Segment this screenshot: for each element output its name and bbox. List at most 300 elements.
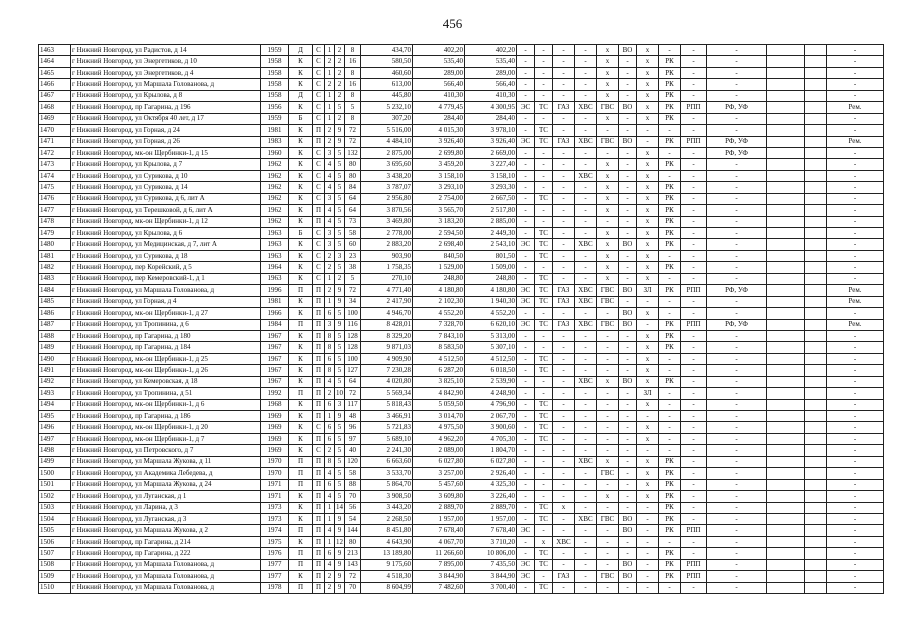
cell-gas: - <box>553 513 575 524</box>
cell-entrances: 2 <box>325 250 335 261</box>
cell-extra-b <box>805 205 827 216</box>
cell-roof-repair: - <box>659 365 681 376</box>
cell-type: П <box>313 376 325 387</box>
cell-type: П <box>313 330 325 341</box>
cell-area-residential: 1 957,00 <box>413 513 465 524</box>
cell-gas: - <box>553 456 575 467</box>
cell-row-number: 1508 <box>39 559 71 570</box>
cell-extra-a <box>767 239 805 250</box>
cell-mark-a: х <box>637 468 659 479</box>
cell-apartments: 128 <box>345 342 361 353</box>
cell-extra-a <box>767 388 805 399</box>
cell-year-built: 1956 <box>261 102 289 113</box>
cell-roof-repair: РК <box>659 548 681 559</box>
cell-area-total: 3 443,20 <box>361 502 413 513</box>
cell-apartments: 88 <box>345 479 361 490</box>
cell-area-residential: 7 482,60 <box>413 582 465 593</box>
cell-hot-water: - <box>597 548 619 559</box>
cell-gas: - <box>553 216 575 227</box>
cell-gas: - <box>553 228 575 239</box>
cell-basement-repair: - <box>681 193 707 204</box>
cell-roof-repair: РК <box>659 513 681 524</box>
cell-area-private: 2 669,00 <box>465 147 517 158</box>
cell-apartments: 100 <box>345 353 361 364</box>
cell-remarks: - <box>827 445 884 456</box>
cell-apartments: 58 <box>345 468 361 479</box>
cell-floors: 5 <box>335 342 345 353</box>
cell-extra-a <box>767 136 805 147</box>
cell-address: г Нижний Новгород, ул Терешковой, д 6, лит А <box>71 205 261 216</box>
cell-cold-water: - <box>575 330 597 341</box>
cell-entrances: 8 <box>325 342 335 353</box>
cell-basement-repair: - <box>681 273 707 284</box>
cell-wall-material: К <box>289 411 313 422</box>
cell-remarks: - <box>827 525 884 536</box>
cell-area-private: 1 940,30 <box>465 296 517 307</box>
cell-type: П <box>313 308 325 319</box>
cell-area-private: 3 158,10 <box>465 170 517 181</box>
cell-hot-water: х <box>597 182 619 193</box>
cell-facade-repair: - <box>707 216 767 227</box>
cell-heating: - <box>535 376 553 387</box>
cell-area-residential: 402,20 <box>413 45 465 56</box>
cell-apartments: 16 <box>345 56 361 67</box>
cell-extra-b <box>805 342 827 353</box>
cell-power-supply: - <box>517 262 535 273</box>
cell-type: П <box>313 285 325 296</box>
cell-area-total: 2 417,90 <box>361 296 413 307</box>
cell-entrances: 4 <box>325 468 335 479</box>
cell-address: г Нижний Новгород, пр Гагарина, д 186 <box>71 411 261 422</box>
cell-basement-repair: - <box>681 125 707 136</box>
cell-area-private: 2 926,40 <box>465 468 517 479</box>
cell-facade-repair: - <box>707 388 767 399</box>
cell-floors: 12 <box>335 536 345 547</box>
cell-type: П <box>313 399 325 410</box>
cell-entrances: 4 <box>325 216 335 227</box>
cell-area-private: 4 512,50 <box>465 353 517 364</box>
cell-area-residential: 3 565,70 <box>413 205 465 216</box>
cell-heating: ТС <box>535 285 553 296</box>
cell-roof-repair: РК <box>659 102 681 113</box>
cell-extra-b <box>805 365 827 376</box>
cell-hot-water: - <box>597 216 619 227</box>
cell-area-residential: 4 962,20 <box>413 433 465 444</box>
cell-wall-material: К <box>289 102 313 113</box>
cell-facade-repair: - <box>707 433 767 444</box>
cell-area-private: 5 313,00 <box>465 330 517 341</box>
cell-remarks: - <box>827 273 884 284</box>
cell-type: П <box>313 411 325 422</box>
cell-address: г Нижний Новгород, ул Тропинина, д 51 <box>71 388 261 399</box>
cell-basement-repair: РПП <box>681 559 707 570</box>
cell-sewerage: - <box>619 548 637 559</box>
cell-extra-a <box>767 411 805 422</box>
cell-basement-repair: РПП <box>681 136 707 147</box>
cell-area-private: 1 509,00 <box>465 262 517 273</box>
cell-cold-water: - <box>575 125 597 136</box>
cell-area-total: 8 451,80 <box>361 525 413 536</box>
cell-type: П <box>313 559 325 570</box>
cell-wall-material: П <box>289 559 313 570</box>
cell-year-built: 1973 <box>261 502 289 513</box>
cell-sewerage: - <box>619 296 637 307</box>
cell-area-total: 8 604,99 <box>361 582 413 593</box>
cell-extra-a <box>767 193 805 204</box>
cell-mark-a: х <box>637 239 659 250</box>
cell-wall-material: К <box>289 376 313 387</box>
cell-sewerage: - <box>619 422 637 433</box>
cell-apartments: 80 <box>345 170 361 181</box>
table-row <box>39 228 884 239</box>
cell-cold-water: - <box>575 353 597 364</box>
cell-apartments: 127 <box>345 365 361 376</box>
cell-roof-repair: РК <box>659 159 681 170</box>
cell-gas: - <box>553 113 575 124</box>
cell-entrances: 2 <box>325 262 335 273</box>
cell-power-supply: - <box>517 513 535 524</box>
cell-area-residential: 289,00 <box>413 67 465 78</box>
cell-gas: ГАЗ <box>553 285 575 296</box>
cell-hot-water: - <box>597 330 619 341</box>
cell-area-residential: 566,40 <box>413 79 465 90</box>
cell-area-residential: 4 015,30 <box>413 125 465 136</box>
cell-remarks: - <box>827 125 884 136</box>
cell-extra-a <box>767 159 805 170</box>
cell-row-number: 1496 <box>39 422 71 433</box>
cell-area-total: 4 020,80 <box>361 376 413 387</box>
table-row <box>39 502 884 513</box>
cell-type: П <box>313 216 325 227</box>
cell-apartments: 72 <box>345 571 361 582</box>
cell-wall-material: К <box>289 308 313 319</box>
cell-remarks: - <box>827 342 884 353</box>
cell-heating: - <box>535 330 553 341</box>
cell-year-built: 1971 <box>261 491 289 502</box>
cell-address: г Нижний Новгород, ул Горная, д 24 <box>71 125 261 136</box>
cell-extra-a <box>767 559 805 570</box>
cell-area-total: 4 643,90 <box>361 536 413 547</box>
cell-area-total: 3 466,91 <box>361 411 413 422</box>
cell-area-private: 4 705,30 <box>465 433 517 444</box>
cell-facade-repair: - <box>707 182 767 193</box>
cell-extra-a <box>767 216 805 227</box>
cell-apartments: 8 <box>345 113 361 124</box>
cell-year-built: 1970 <box>261 468 289 479</box>
cell-extra-b <box>805 353 827 364</box>
cell-extra-a <box>767 468 805 479</box>
cell-cold-water: - <box>575 45 597 56</box>
cell-sewerage: - <box>619 273 637 284</box>
cell-extra-a <box>767 571 805 582</box>
cell-roof-repair: РК <box>659 285 681 296</box>
cell-entrances: 4 <box>325 205 335 216</box>
cell-hot-water: - <box>597 479 619 490</box>
cell-area-private: 3 293,30 <box>465 182 517 193</box>
cell-extra-a <box>767 479 805 490</box>
cell-remarks: - <box>827 205 884 216</box>
cell-hot-water: х <box>597 45 619 56</box>
cell-area-residential: 2 889,70 <box>413 502 465 513</box>
cell-sewerage: - <box>619 399 637 410</box>
cell-entrances: 1 <box>325 536 335 547</box>
cell-facade-repair: - <box>707 411 767 422</box>
cell-area-residential: 4 180,80 <box>413 285 465 296</box>
cell-power-supply: - <box>517 216 535 227</box>
cell-remarks: - <box>827 216 884 227</box>
cell-mark-a: ЗЛ <box>637 285 659 296</box>
cell-type: С <box>313 79 325 90</box>
cell-mark-a: х <box>637 182 659 193</box>
cell-facade-repair: - <box>707 422 767 433</box>
cell-mark-a: х <box>637 308 659 319</box>
cell-extra-b <box>805 159 827 170</box>
cell-address: г Нижний Новгород, ул Крылова, д 7 <box>71 159 261 170</box>
cell-floors: 9 <box>335 548 345 559</box>
cell-facade-repair: - <box>707 308 767 319</box>
cell-hot-water: х <box>597 262 619 273</box>
cell-sewerage: - <box>619 216 637 227</box>
cell-gas: - <box>553 548 575 559</box>
cell-gas: - <box>553 56 575 67</box>
cell-area-private: 4 300,95 <box>465 102 517 113</box>
cell-roof-repair: РК <box>659 376 681 387</box>
cell-sewerage: - <box>619 491 637 502</box>
cell-entrances: 4 <box>325 525 335 536</box>
cell-cold-water: - <box>575 56 597 67</box>
cell-year-built: 1962 <box>261 182 289 193</box>
cell-apartments: 116 <box>345 319 361 330</box>
cell-apartments: 96 <box>345 422 361 433</box>
cell-type: П <box>313 491 325 502</box>
cell-remarks: - <box>827 365 884 376</box>
cell-facade-repair: - <box>707 571 767 582</box>
cell-heating: - <box>535 90 553 101</box>
cell-area-private: 1 957,00 <box>465 513 517 524</box>
cell-extra-b <box>805 193 827 204</box>
cell-apartments: 143 <box>345 559 361 570</box>
cell-year-built: 1978 <box>261 582 289 593</box>
cell-roof-repair: РК <box>659 67 681 78</box>
table-row <box>39 239 884 250</box>
table-row <box>39 525 884 536</box>
cell-extra-a <box>767 422 805 433</box>
cell-year-built: 1959 <box>261 45 289 56</box>
cell-roof-repair: РК <box>659 228 681 239</box>
cell-area-private: 1 804,70 <box>465 445 517 456</box>
cell-sewerage: - <box>619 468 637 479</box>
cell-floors: 2 <box>335 273 345 284</box>
cell-extra-a <box>767 67 805 78</box>
cell-cold-water: ХВС <box>575 102 597 113</box>
cell-mark-a: - <box>637 536 659 547</box>
cell-extra-b <box>805 513 827 524</box>
cell-apartments: 23 <box>345 250 361 261</box>
cell-heating: ТС <box>535 559 553 570</box>
cell-address: г Нижний Новгород, ул Маршала Жукова, д 2 <box>71 525 261 536</box>
cell-area-residential: 3 844,90 <box>413 571 465 582</box>
cell-wall-material: К <box>289 205 313 216</box>
cell-roof-repair: - <box>659 582 681 593</box>
cell-area-private: 2 067,70 <box>465 411 517 422</box>
cell-area-total: 903,90 <box>361 250 413 261</box>
cell-entrances: 4 <box>325 376 335 387</box>
cell-power-supply: - <box>517 79 535 90</box>
cell-floors: 5 <box>335 433 345 444</box>
table-row <box>39 319 884 330</box>
cell-gas: - <box>553 182 575 193</box>
cell-wall-material: К <box>289 433 313 444</box>
cell-roof-repair: - <box>659 147 681 158</box>
cell-cold-water: ХВС <box>575 239 597 250</box>
cell-year-built: 1964 <box>261 262 289 273</box>
cell-floors: 5 <box>335 239 345 250</box>
cell-extra-b <box>805 285 827 296</box>
cell-row-number: 1470 <box>39 125 71 136</box>
cell-extra-a <box>767 228 805 239</box>
cell-type: П <box>313 319 325 330</box>
cell-wall-material: П <box>289 468 313 479</box>
cell-type: П <box>313 536 325 547</box>
cell-sewerage: - <box>619 159 637 170</box>
cell-area-residential: 248,80 <box>413 273 465 284</box>
cell-floors: 5 <box>335 262 345 273</box>
cell-year-built: 1962 <box>261 170 289 181</box>
cell-remarks: - <box>827 193 884 204</box>
cell-area-total: 2 883,20 <box>361 239 413 250</box>
cell-remarks: - <box>827 582 884 593</box>
cell-roof-repair: РК <box>659 205 681 216</box>
cell-address: г Нижний Новгород, мк-он Щербинки-1, д 20 <box>71 422 261 433</box>
cell-floors: 9 <box>335 125 345 136</box>
cell-row-number: 1491 <box>39 365 71 376</box>
cell-address: г Нижний Новгород, мк-он Щербинки-1, д 12 <box>71 216 261 227</box>
cell-heating: - <box>535 79 553 90</box>
cell-heating: - <box>535 216 553 227</box>
cell-gas: - <box>553 353 575 364</box>
cell-address: г Нижний Новгород, ул Маршала Жукова, д 24 <box>71 479 261 490</box>
cell-address: г Нижний Новгород, ул Луганская, д 3 <box>71 513 261 524</box>
cell-remarks: - <box>827 170 884 181</box>
cell-sewerage: ВО <box>619 319 637 330</box>
cell-mark-a: х <box>637 193 659 204</box>
cell-floors: 5 <box>335 159 345 170</box>
cell-area-residential: 840,50 <box>413 250 465 261</box>
cell-heating: ТС <box>535 365 553 376</box>
cell-floors: 9 <box>335 136 345 147</box>
cell-apartments: 60 <box>345 239 361 250</box>
cell-power-supply: - <box>517 228 535 239</box>
cell-basement-repair: - <box>681 228 707 239</box>
cell-row-number: 1484 <box>39 285 71 296</box>
cell-wall-material: К <box>289 273 313 284</box>
cell-mark-a: х <box>637 433 659 444</box>
cell-address: г Нижний Новгород, ул Октября 40 лет, д 17 <box>71 113 261 124</box>
cell-year-built: 1959 <box>261 113 289 124</box>
cell-extra-a <box>767 45 805 56</box>
cell-address: г Нижний Новгород, ул Ларина, д 3 <box>71 502 261 513</box>
cell-remarks: - <box>827 79 884 90</box>
cell-entrances: 2 <box>325 582 335 593</box>
cell-sewerage: - <box>619 147 637 158</box>
cell-area-private: 4 180,80 <box>465 285 517 296</box>
cell-wall-material: К <box>289 216 313 227</box>
cell-cold-water: ХВС <box>575 285 597 296</box>
cell-remarks: - <box>827 262 884 273</box>
cell-area-total: 7 230,28 <box>361 365 413 376</box>
cell-entrances: 8 <box>325 456 335 467</box>
cell-address: г Нижний Новгород, ул Горная, д 26 <box>71 136 261 147</box>
cell-basement-repair: - <box>681 205 707 216</box>
table-row <box>39 536 884 547</box>
cell-extra-b <box>805 147 827 158</box>
cell-entrances: 2 <box>325 285 335 296</box>
table-row <box>39 159 884 170</box>
cell-row-number: 1466 <box>39 79 71 90</box>
cell-area-private: 7 678,40 <box>465 525 517 536</box>
cell-wall-material: П <box>289 479 313 490</box>
cell-floors: 5 <box>335 376 345 387</box>
cell-basement-repair: - <box>681 67 707 78</box>
cell-roof-repair: - <box>659 445 681 456</box>
cell-remarks: - <box>827 308 884 319</box>
cell-area-total: 460,60 <box>361 67 413 78</box>
cell-area-private: 2 885,00 <box>465 216 517 227</box>
cell-wall-material: К <box>289 170 313 181</box>
cell-apartments: 34 <box>345 296 361 307</box>
cell-area-residential: 7 843,10 <box>413 330 465 341</box>
cell-hot-water: х <box>597 170 619 181</box>
cell-entrances: 1 <box>325 411 335 422</box>
cell-cold-water: ХВС <box>575 296 597 307</box>
cell-remarks: - <box>827 228 884 239</box>
cell-floors: 2 <box>335 79 345 90</box>
cell-power-supply: - <box>517 582 535 593</box>
cell-facade-repair: - <box>707 582 767 593</box>
cell-year-built: 1977 <box>261 559 289 570</box>
cell-power-supply: - <box>517 502 535 513</box>
cell-apartments: 72 <box>345 388 361 399</box>
cell-hot-water: - <box>597 365 619 376</box>
cell-area-private: 6 018,50 <box>465 365 517 376</box>
cell-cold-water: - <box>575 79 597 90</box>
cell-address: г Нижний Новгород, ул Сурикова, д 10 <box>71 170 261 181</box>
table-row <box>39 456 884 467</box>
cell-wall-material: К <box>289 296 313 307</box>
cell-hot-water: - <box>597 536 619 547</box>
cell-apartments: 64 <box>345 376 361 387</box>
cell-apartments: 64 <box>345 193 361 204</box>
cell-mark-a: х <box>637 90 659 101</box>
cell-year-built: 1976 <box>261 548 289 559</box>
cell-entrances: 4 <box>325 491 335 502</box>
cell-cold-water: - <box>575 113 597 124</box>
cell-apartments: 70 <box>345 582 361 593</box>
cell-extra-b <box>805 445 827 456</box>
cell-power-supply: - <box>517 182 535 193</box>
cell-year-built: 1966 <box>261 308 289 319</box>
cell-mark-a: х <box>637 102 659 113</box>
cell-area-residential: 3 459,20 <box>413 159 465 170</box>
cell-extra-a <box>767 285 805 296</box>
table-row <box>39 193 884 204</box>
cell-apartments: 97 <box>345 433 361 444</box>
cell-hot-water: - <box>597 125 619 136</box>
cell-hot-water: х <box>597 273 619 284</box>
cell-extra-a <box>767 536 805 547</box>
cell-year-built: 1967 <box>261 365 289 376</box>
cell-gas: ГАЗ <box>553 102 575 113</box>
